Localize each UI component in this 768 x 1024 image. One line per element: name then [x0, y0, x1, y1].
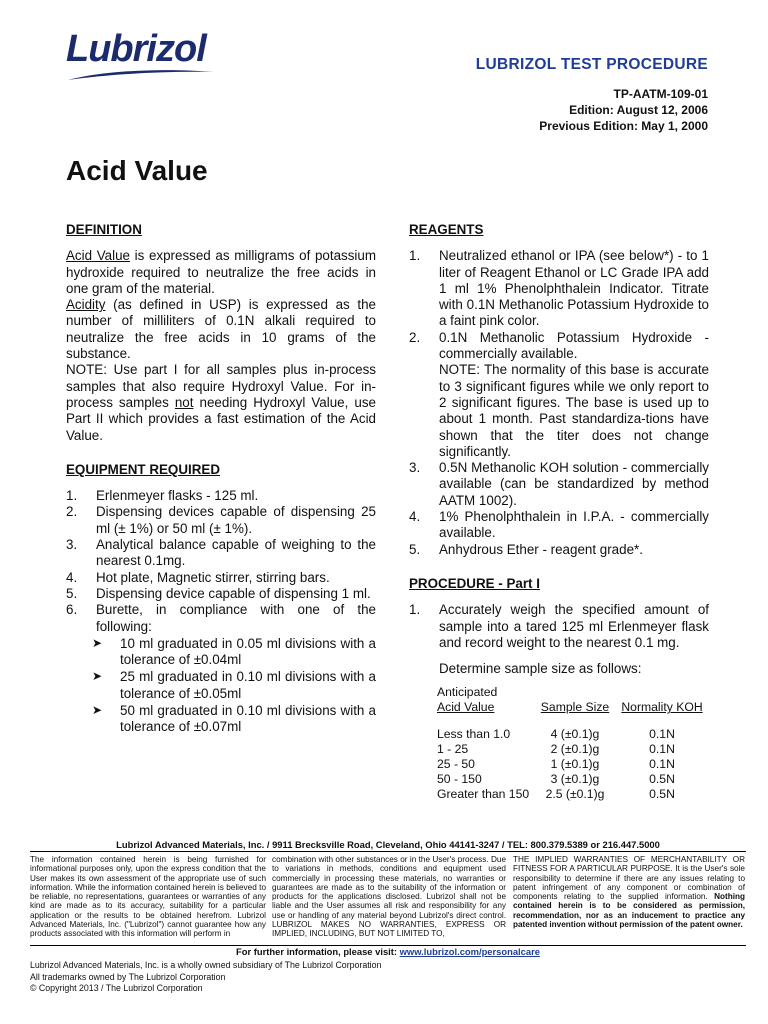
item-number: 6. [66, 602, 78, 618]
item-text: Neutralized ethanol or IPA (see below*) - to 1 liter of Reagent Ethanol or LC Grade IPA add 1 ml 1% Phenolphthalein Indicator. Titrate with 0.1N Methanolic Potassium Hydroxide to a faint pink color. [439, 248, 709, 329]
sample-size-intro: Determine sample size as follows: [439, 661, 642, 677]
column-header: Acid Value [437, 700, 495, 715]
note-text: needing Hydroxyl Value, use Part II which provides a fast estimation of the Acid Value. [66, 394, 376, 443]
page-title: Acid Value [66, 155, 208, 186]
item-text: Anhydrous Ether - reagent grade*. [439, 541, 643, 557]
corporate-notes [30, 960, 381, 995]
item-text: Burette, in compliance with one of the following: [96, 602, 376, 634]
list-item [88, 669, 376, 702]
item-text: 0.1N Methanolic Potassium Hydroxide - commercially available. [439, 329, 709, 362]
table-header-row [437, 700, 707, 715]
list-item [66, 570, 376, 586]
table-cell: 50 - 150 [437, 772, 482, 787]
item-number: 5. [409, 541, 421, 557]
document-meta [539, 86, 708, 134]
item-number: 1. [409, 248, 421, 264]
list-item [409, 542, 709, 558]
table-cell: 3 (±0.1)g [550, 772, 600, 787]
table-cell: Greater than 150 [437, 787, 530, 802]
item-text: 1% Phenolphthalein in I.P.A. - commercially available. [439, 509, 709, 541]
disclaimer-text: THE IMPLIED WARRANTIES OF MERCHANTABILITY OR FITNESS FOR A PARTICULAR PURPOSE. It is the User's sole responsibility to determine if there are any issues relating to patent infringement of any component or combination of components relating to the supplied information. [513, 855, 745, 902]
item-number: 2. [409, 329, 421, 345]
list-item [66, 586, 376, 602]
list-item [88, 636, 376, 669]
item-number: 4. [66, 569, 78, 585]
trademark-note: All trademarks owned by The Lubrizol Corporation [30, 971, 226, 982]
column-header: Sample Size [540, 700, 610, 715]
procedure-list [409, 602, 709, 651]
table-cell: 0.1N [649, 742, 675, 757]
term-acidity: Acidity [66, 297, 106, 313]
table-cell: 0.1N [649, 757, 675, 772]
table-row [437, 757, 707, 772]
reagents-heading: REAGENTS [409, 222, 484, 237]
disclaimer-column-3 [513, 855, 745, 929]
table-cell: 0.5N [649, 772, 675, 787]
table-cell: 25 - 50 [437, 757, 475, 772]
list-item [88, 703, 376, 736]
procedure-title: LUBRIZOL TEST PROCEDURE [475, 56, 708, 73]
left-column [66, 222, 376, 736]
procedure-heading: PROCEDURE - Part I [409, 575, 540, 591]
table-cell: Less than 1.0 [437, 727, 511, 742]
lubrizol-logo [66, 28, 216, 80]
note-text: NOTE: Use part I for all samples plus in-process samples that also require Hydroxyl Value. For in-process samples [66, 362, 376, 410]
note-emphasis: not [174, 394, 194, 410]
logo-swoosh-icon [66, 68, 216, 82]
table-cell: 2 (±0.1)g [550, 742, 600, 757]
right-column [409, 222, 709, 802]
list-item [66, 537, 376, 570]
disclaimer-column-1: The information contained herein is being furnished for informational purposes only, upon the express condition that the User makes its own assessment of the appropriate use of such information. While the information contained herein is believed to be reliable, no representations, guarantees or warranties of any kind are made as to its accuracy, suitability for a particular application or the results to be obtained herefrom. Lubrizol Advanced Materials, Inc. ("Lubrizol") cannot guarantee how any products associated with this information will perform in [30, 855, 266, 939]
disclaimer-column-2: combination with other substances or in the User's process. Due to variations in methods, conditions and equipment used commercially in processing these materials, no warranties or guarantees are made as to the suitability of the information or products for the applications disclosed. Lubrizol shall not be liable and the User assumes all risk and responsibility for any use or handling of any material beyond Lubrizol's direct control. LUBRIZOL MAKES NO WARRANTIES, EXPRESS OR IMPLIED, INCLUDING, BUT NOT LIMITED TO, [272, 855, 506, 939]
definition-heading: DEFINITION [66, 222, 142, 237]
previous-edition: Previous Edition: May 1, 2000 [539, 119, 708, 133]
list-item [409, 509, 709, 542]
list-item [66, 504, 376, 537]
sample-size-table [437, 685, 707, 802]
definition-acidity [66, 297, 376, 362]
table-row [437, 787, 707, 802]
item-text: Accurately weigh the specified amount of sample into a tared 125 ml Erlenmeyer flask and record weight to the nearest 0.1 mg. [439, 602, 709, 650]
item-number: 5. [66, 585, 78, 601]
definition-note [66, 362, 376, 443]
logo-wordmark: Lubrizol [66, 28, 206, 70]
item-number: 1. [66, 488, 78, 504]
item-number: 2. [66, 504, 78, 520]
arrow-bullet-icon: ➤ [92, 635, 103, 650]
further-info [30, 946, 746, 957]
copyright-note: © Copyright 2013 / The Lubrizol Corporation [30, 983, 203, 993]
table-cell: 4 (±0.1)g [550, 727, 600, 742]
table-row [437, 772, 707, 787]
item-number: 3. [409, 460, 421, 476]
item-text: Hot plate, Magnetic stirrer, stirring bars. [96, 569, 330, 585]
item-number: 1. [409, 602, 421, 618]
item-text: 50 ml graduated in 0.10 ml divisions with a tolerance of ±0.07ml [120, 703, 376, 735]
arrow-bullet-icon: ➤ [92, 669, 103, 684]
table-cell: 1 (±0.1)g [550, 757, 600, 772]
definition-text: (as defined in USP) is expressed as the number of milliliters of 0.1N alkali required to neutralize the free acids in 10 grams of the substance. [66, 297, 376, 362]
table-cell: 0.1N [649, 727, 675, 742]
table-cell: 0.5N [649, 787, 675, 802]
burette-list [66, 636, 376, 736]
item-number: 4. [409, 509, 421, 525]
equipment-list [66, 488, 376, 735]
list-item [409, 602, 709, 651]
disclaimer-box [30, 851, 746, 946]
item-text: Dispensing devices capable of dispensing 25 ml (± 1%) or 50 ml (± 1%). [96, 504, 376, 536]
table-row [437, 727, 707, 742]
item-text: Dispensing device capable of dispensing 1 ml. [96, 585, 371, 601]
definition-acid-value [66, 248, 376, 297]
item-text: Analytical balance capable of weighing to the nearest 0.1mg. [96, 537, 376, 569]
equipment-heading: EQUIPMENT REQUIRED [66, 461, 221, 477]
reagents-list [409, 248, 709, 558]
disclaimer-bold-text: Nothing contained herein is to be considered as permission, recommendation, nor as an inducement to practice any patented invention without permission of the patent owner. [513, 892, 745, 930]
column-header: Anticipated [437, 685, 498, 700]
table-header-row [437, 685, 707, 700]
item-text: 10 ml graduated in 0.05 ml divisions with a tolerance of ±0.04ml [120, 635, 376, 668]
column-header: Normality KOH [621, 700, 703, 715]
website-link[interactable]: www.lubrizol.com/personalcare [399, 946, 540, 957]
list-item [409, 330, 709, 460]
term-acid-value: Acid Value [66, 248, 130, 264]
arrow-bullet-icon: ➤ [92, 703, 103, 718]
item-text: 25 ml graduated in 0.10 ml divisions with a tolerance of ±0.05ml [120, 669, 376, 701]
list-item [409, 460, 709, 509]
item-note: NOTE: The normality of this base is accurate to 3 significant figures while we only report to 2 significant figures. The base is used up to about 1 month. Past standardiza-tions have shown that the titer does not change significantly. [439, 362, 709, 459]
subsidiary-note: Lubrizol Advanced Materials, Inc. is a wholly owned subsidiary of The Lubrizol Corporation [30, 960, 382, 970]
further-info-label: For further information, please visit: [236, 946, 400, 957]
list-item [409, 248, 709, 329]
doc-id: TP-AATM-109-01 [613, 87, 708, 101]
table-cell: 1 - 25 [437, 742, 469, 757]
list-item [66, 488, 376, 504]
table-cell: 2.5 (±0.1)g [545, 787, 605, 802]
item-text: Erlenmeyer flasks - 125 ml. [96, 488, 259, 504]
item-number: 3. [66, 537, 78, 553]
definition-text: is expressed as milligrams of potassium hydroxide required to neutralize the free acids in one gram of the material. [66, 248, 376, 296]
edition: Edition: August 12, 2006 [569, 103, 708, 117]
table-row [437, 742, 707, 757]
footer-address: Lubrizol Advanced Materials, Inc. / 9911 Brecksville Road, Cleveland, Ohio 44141-3247 / TEL: 800.379.5389 or 216.447.5000 [116, 839, 660, 850]
list-item [66, 602, 376, 735]
item-text: 0.5N Methanolic KOH solution - commercially available (can be standardized by method AATM 1002). [439, 460, 709, 508]
